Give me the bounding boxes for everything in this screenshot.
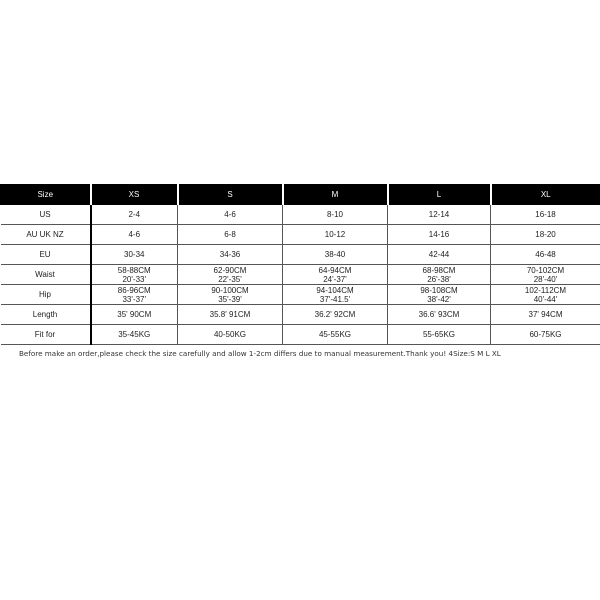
table-cell (91, 325, 178, 345)
table-cell (388, 305, 491, 325)
size-note: Before make an order,please check the size carefully and allow 1-2cm differs due to manual measurement.Thank you! 4Size:S M L XL (19, 349, 501, 358)
cell-line: 35'-39' (218, 294, 242, 304)
table-cell (491, 265, 600, 285)
table-cell (283, 305, 388, 325)
table-cell (178, 285, 283, 305)
table-cell (91, 205, 178, 225)
cell-line: 24'-37' (323, 274, 347, 284)
table-row (1, 305, 600, 325)
table-row (1, 285, 600, 305)
cell-line: 10-12 (324, 230, 346, 239)
table-cell (283, 225, 388, 245)
cell-line: 102-112CM (524, 285, 567, 295)
table-cell (283, 325, 388, 345)
cell-line: 35' 90CM (117, 310, 152, 319)
cell-line: 37'-41.5' (319, 294, 351, 304)
table-cell (91, 265, 178, 285)
table-cell (491, 325, 600, 345)
cell-line: 35.8' 91CM (209, 310, 251, 319)
table-cell (388, 285, 491, 305)
cell-line: 18-20 (535, 230, 556, 239)
cell-line: 46-48 (535, 250, 556, 259)
table-cell (388, 265, 491, 285)
row-label: AU UK NZ (1, 225, 91, 245)
cell-line: 94-104CM (316, 285, 354, 295)
table-cell (91, 285, 178, 305)
cell-line: 6-8 (224, 230, 236, 239)
cell-line: 70-102CM (526, 265, 565, 275)
cell-line: 28'-40' (533, 274, 558, 284)
table-cell (491, 205, 600, 225)
row-label: US (1, 205, 91, 225)
cell-line: 30-34 (124, 250, 145, 259)
table-cell (178, 265, 283, 285)
header-l: L (388, 185, 491, 205)
cell-line: 22'-35' (218, 274, 242, 284)
table-cell (178, 205, 283, 225)
row-label: EU (1, 245, 91, 265)
row-label: Hip (1, 285, 91, 305)
table-cell (178, 325, 283, 345)
cell-line: 16-18 (535, 210, 556, 219)
cell-line: 40-50KG (213, 330, 247, 339)
table-cell (283, 205, 388, 225)
table-cell (388, 225, 491, 245)
cell-line: 36.2' 92CM (314, 310, 356, 319)
table-cell (491, 245, 600, 265)
cell-line: 58-88CM (117, 265, 151, 275)
table-cell (388, 205, 491, 225)
header-s: S (178, 185, 283, 205)
table-row (1, 265, 600, 285)
table-cell (91, 245, 178, 265)
table-cell (388, 325, 491, 345)
cell-line: 2-4 (128, 210, 141, 219)
header-xl: XL (491, 185, 600, 205)
table-row (1, 225, 600, 245)
cell-line: 40'-44' (533, 294, 558, 304)
cell-line: 98-108CM (420, 285, 458, 295)
cell-line: 45-55KG (318, 330, 352, 339)
table-cell (283, 285, 388, 305)
cell-line: 34-36 (219, 250, 241, 259)
cell-line: 60-75KG (529, 330, 562, 339)
cell-line: 35-45KG (118, 330, 151, 339)
cell-line: 4-6 (128, 230, 141, 239)
header-row (1, 185, 600, 205)
cell-line: 14-16 (428, 230, 450, 239)
cell-line: 4-6 (224, 210, 236, 219)
header-size: Size (1, 185, 91, 205)
cell-line: 36.6' 93CM (418, 310, 460, 319)
cell-line: 20'-33' (122, 274, 146, 284)
table-cell (178, 225, 283, 245)
cell-line: 86-96CM (117, 285, 151, 295)
table-row (1, 325, 600, 345)
table-row (1, 205, 600, 225)
row-label: Fit for (1, 325, 91, 345)
cell-line: 38-40 (324, 250, 346, 259)
cell-line: 90-100CM (211, 285, 249, 295)
size-chart-table (0, 184, 600, 345)
cell-line: 62-90CM (213, 265, 247, 275)
table-cell (283, 265, 388, 285)
cell-line: 42-44 (428, 250, 450, 259)
table-cell (491, 285, 600, 305)
table-cell (178, 305, 283, 325)
row-label: Length (1, 305, 91, 325)
cell-line: 8-10 (326, 210, 343, 219)
table-row (1, 245, 600, 265)
table-cell (91, 225, 178, 245)
cell-line: 38'-42' (427, 294, 451, 304)
table-cell (178, 245, 283, 265)
cell-line: 33'-37' (122, 294, 146, 304)
header-m: M (283, 185, 388, 205)
cell-line: 68-98CM (422, 265, 456, 275)
cell-line: 55-65KG (422, 330, 456, 339)
table-cell (491, 225, 600, 245)
table-cell (388, 245, 491, 265)
cell-line: 12-14 (428, 210, 450, 219)
row-label: Waist (1, 265, 91, 285)
table-cell (91, 305, 178, 325)
cell-line: 64-94CM (318, 265, 352, 275)
header-xs: XS (91, 185, 178, 205)
cell-line: 37' 94CM (528, 310, 563, 319)
table-cell (283, 245, 388, 265)
cell-line: 26'-38' (427, 274, 451, 284)
table-cell (491, 305, 600, 325)
